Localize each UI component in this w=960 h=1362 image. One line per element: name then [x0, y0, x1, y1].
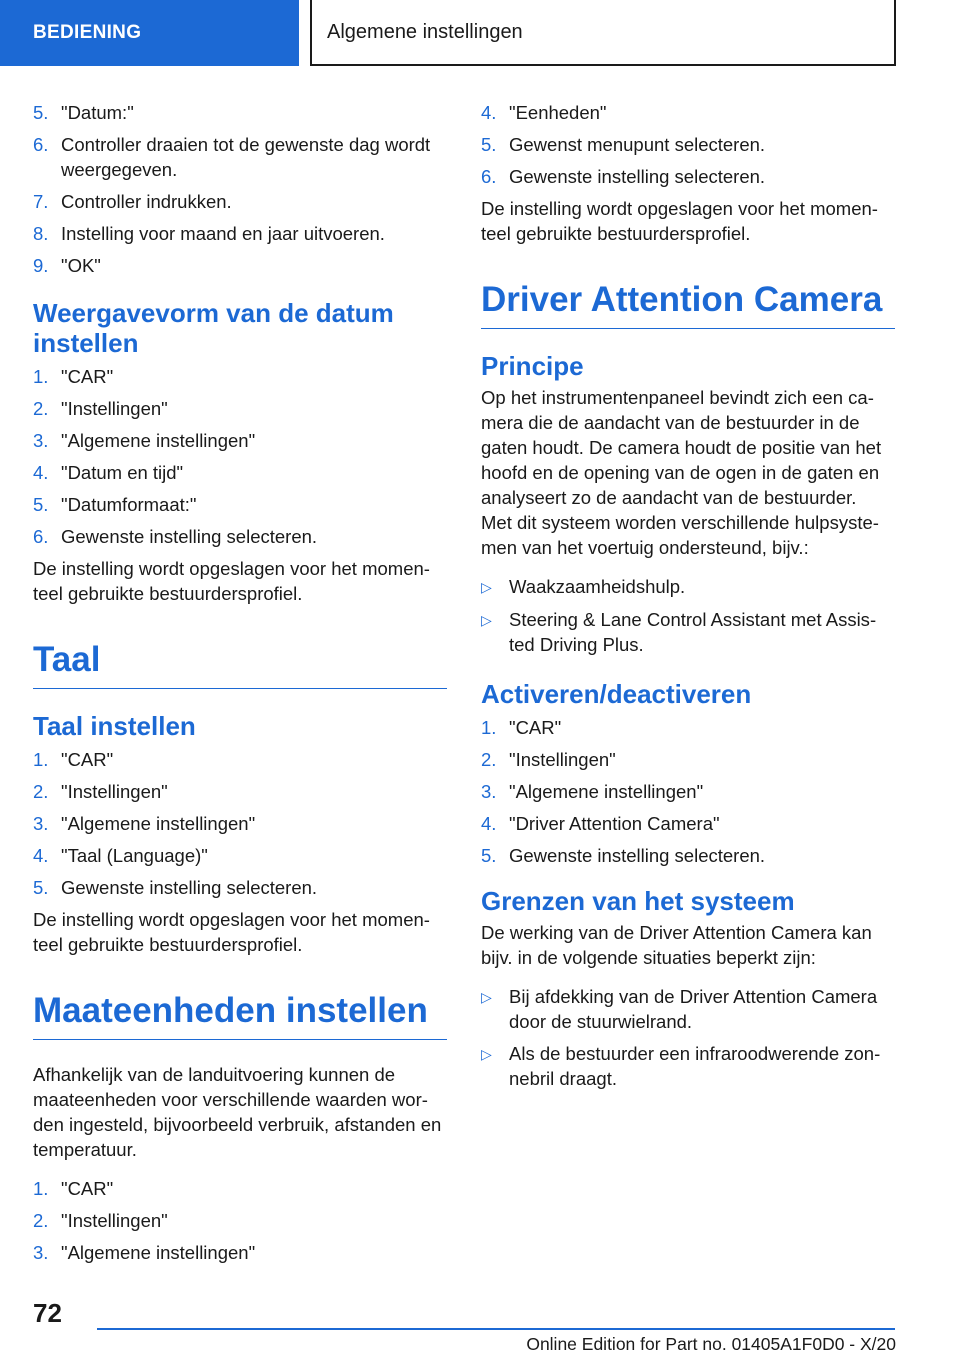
- list-item: [33, 221, 447, 246]
- step-text: "Instellingen": [509, 749, 616, 770]
- step-number: 2.: [33, 781, 49, 802]
- step-text: Instelling voor maand en jaar uitvoeren.: [61, 223, 385, 244]
- list-item: [481, 779, 895, 804]
- list-item: [33, 100, 447, 125]
- list-item: [481, 607, 895, 657]
- step-text: Gewenst menupunt selecteren.: [509, 134, 766, 155]
- step-text: "Algemene instellingen": [61, 813, 256, 834]
- step-text: "Instellingen": [61, 781, 168, 802]
- heading-driver-attention-camera: Driver Attention Camera: [481, 280, 895, 329]
- list-item: [481, 843, 895, 868]
- step-number: 5.: [33, 102, 49, 123]
- heading-taal: Taal: [33, 640, 447, 689]
- list-item: [481, 1041, 895, 1091]
- step-number: 2.: [33, 1210, 49, 1231]
- step-number: 2.: [481, 749, 497, 770]
- step-number: 5.: [33, 494, 49, 515]
- bullet-text: Steering & Lane Control Assistant met Assisted Driving Plus.: [509, 609, 877, 655]
- paragraph: De werking van de Driver Attention Camera kan bijv. in de volgende situaties beperkt zijn:: [481, 922, 872, 968]
- step-text: "Eenheden": [509, 102, 607, 123]
- step-text: "CAR": [509, 717, 562, 738]
- step-number: 1.: [33, 366, 49, 387]
- list-item: [33, 132, 447, 182]
- bullet-list: [481, 574, 895, 657]
- step-number: 4.: [481, 102, 497, 123]
- list-item: [481, 132, 895, 157]
- list-item: [33, 1176, 447, 1201]
- heading-activeren: Activeren/deactiveren: [481, 679, 752, 709]
- triangle-right-icon: ▷: [481, 989, 492, 1005]
- step-number: 3.: [33, 1242, 49, 1263]
- paragraph: Afhankelijk van de landuitvoering kunnen de maateenheden voor verschillende waarden worden ingesteld, bijvoorbeeld verbruik, afstanden en temperatuur.: [33, 1064, 442, 1160]
- step-number: 5.: [481, 845, 497, 866]
- list-item: [481, 747, 895, 772]
- triangle-right-icon: ▷: [481, 612, 492, 628]
- heading-datum-format: Weergavevorm van de datum instellen: [33, 298, 394, 358]
- page-footer: [0, 1290, 960, 1362]
- heading-grenzen: Grenzen van het systeem: [481, 886, 795, 916]
- step-text: "CAR": [61, 1178, 114, 1199]
- step-text: "OK": [61, 255, 101, 276]
- step-number: 1.: [33, 1178, 49, 1199]
- list-item: [33, 524, 447, 549]
- step-number: 5.: [481, 134, 497, 155]
- step-number: 3.: [33, 430, 49, 451]
- step-text: "Instellingen": [61, 1210, 168, 1231]
- step-number: 7.: [33, 191, 49, 212]
- step-list: [33, 747, 447, 900]
- step-number: 5.: [33, 877, 49, 898]
- step-list: [33, 100, 447, 278]
- page-number: 72: [33, 1298, 62, 1328]
- step-text: "Instellingen": [61, 398, 168, 419]
- chapter-title: Algemene instellingen: [310, 0, 896, 66]
- bullet-list: [481, 984, 895, 1091]
- list-item: [481, 715, 895, 740]
- step-number: 3.: [33, 813, 49, 834]
- list-item: [481, 811, 895, 836]
- footer-rule: [97, 1328, 895, 1330]
- step-text: "Datumformaat:": [61, 494, 197, 515]
- step-number: 6.: [481, 166, 497, 187]
- heading-maateenheden: Maateenheden instellen: [33, 991, 447, 1040]
- paragraph: De instelling wordt opgeslagen voor het momenteel gebruikte bestuurdersprofiel.: [33, 909, 430, 955]
- list-item: [33, 811, 447, 836]
- step-text: Gewenste instelling selecteren.: [61, 526, 318, 547]
- page-header: [0, 0, 960, 66]
- list-item: [33, 875, 447, 900]
- step-text: "Datum:": [61, 102, 134, 123]
- step-text: Gewenste instelling selecteren.: [61, 877, 318, 898]
- step-number: 3.: [481, 781, 497, 802]
- list-item: [33, 492, 447, 517]
- step-text: "Algemene instellingen": [61, 430, 256, 451]
- paragraph: De instelling wordt opgeslagen voor het momenteel gebruikte bestuurdersprofiel.: [33, 558, 430, 604]
- step-text: Gewenste instelling selecteren.: [509, 845, 766, 866]
- list-item: [481, 574, 895, 600]
- list-item: [33, 843, 447, 868]
- step-text: Controller draaien tot de gewenste dag wordt weergegeven.: [61, 134, 431, 180]
- paragraph: De instelling wordt opgeslagen voor het momenteel gebruikte bestuurdersprofiel.: [481, 198, 878, 244]
- list-item: [33, 779, 447, 804]
- step-text: "CAR": [61, 749, 114, 770]
- list-item: [481, 164, 895, 189]
- section-tab: BEDIENING: [0, 0, 299, 66]
- list-item: [33, 396, 447, 421]
- left-column: [33, 100, 447, 1272]
- list-item: [33, 1208, 447, 1233]
- step-text: "Datum en tijd": [61, 462, 184, 483]
- step-text: "Algemene instellingen": [61, 1242, 256, 1263]
- list-item: [33, 189, 447, 214]
- list-item: [481, 984, 895, 1034]
- paragraph: Met dit systeem worden verschillende hulpsystemen van het voertuig ondersteund, bijv.:: [481, 512, 879, 558]
- step-number: 6.: [33, 526, 49, 547]
- step-number: 2.: [33, 398, 49, 419]
- list-item: [33, 428, 447, 453]
- heading-principe: Principe: [481, 351, 584, 381]
- step-text: "Driver Attention Camera": [509, 813, 720, 834]
- step-number: 6.: [33, 134, 49, 155]
- step-list: [33, 1176, 447, 1265]
- step-list: [481, 715, 895, 868]
- bullet-text: Als de bestuurder een infraroodwerende zonnebril draagt.: [509, 1043, 881, 1089]
- step-number: 8.: [33, 223, 49, 244]
- step-text: Controller indrukken.: [61, 191, 232, 212]
- paragraph: Op het instrumentenpaneel bevindt zich een camera die de aandacht van de bestuurder in de gaten houdt. De camera houdt de positie van het hoofd en de opening van de ogen in de gaten en analyseert zo de aandacht van de bestuurder.: [481, 387, 882, 508]
- list-item: [33, 253, 447, 278]
- step-number: 1.: [481, 717, 497, 738]
- triangle-right-icon: ▷: [481, 1046, 492, 1062]
- bullet-text: Waakzaamheidshulp.: [509, 576, 686, 597]
- right-column: [481, 100, 895, 1098]
- heading-taal-instellen: Taal instellen: [33, 711, 196, 741]
- list-item: [481, 100, 895, 125]
- step-text: "CAR": [61, 366, 114, 387]
- step-list: [33, 364, 447, 549]
- step-number: 1.: [33, 749, 49, 770]
- edition-text: Online Edition for Part no. 01405A1F0D0 - X/20: [526, 1334, 896, 1354]
- list-item: [33, 1240, 447, 1265]
- step-number: 4.: [33, 845, 49, 866]
- list-item: [33, 364, 447, 389]
- step-text: "Algemene instellingen": [509, 781, 704, 802]
- bullet-text: Bij afdekking van de Driver Attention Camera door de stuurwielrand.: [509, 986, 878, 1032]
- list-item: [33, 460, 447, 485]
- step-number: 9.: [33, 255, 49, 276]
- step-number: 4.: [33, 462, 49, 483]
- step-list: [481, 100, 895, 189]
- triangle-right-icon: ▷: [481, 579, 492, 595]
- step-text: Gewenste instelling selecteren.: [509, 166, 766, 187]
- step-number: 4.: [481, 813, 497, 834]
- step-text: "Taal (Language)": [61, 845, 208, 866]
- list-item: [33, 747, 447, 772]
